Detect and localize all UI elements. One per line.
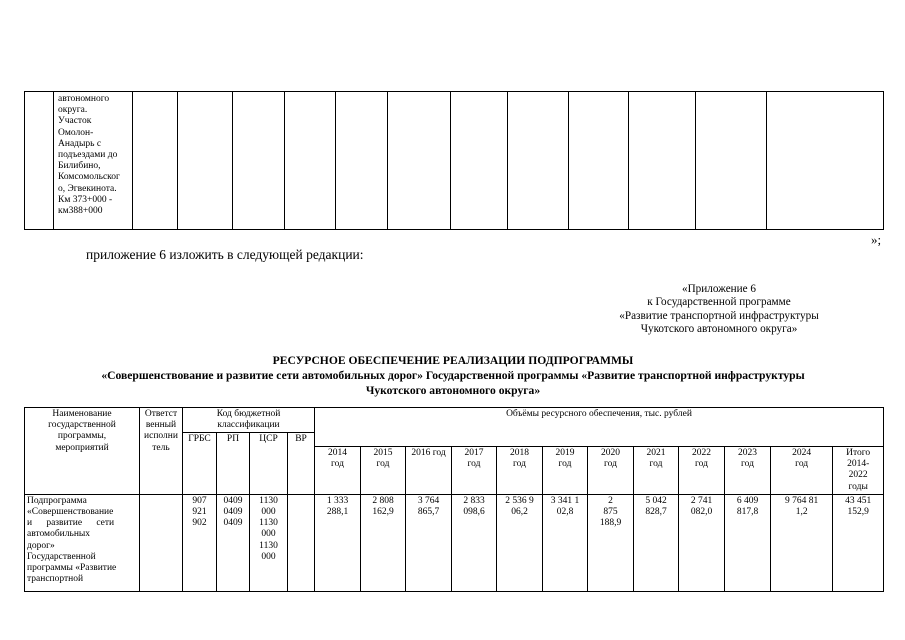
year-header: [679, 447, 725, 495]
text-line: 0409: [223, 507, 243, 518]
header-name: [25, 408, 140, 495]
object-description: [54, 92, 132, 217]
appendix-line: к Государственной программе: [647, 296, 791, 309]
text-line: 902: [192, 518, 207, 529]
text-line: Анадырь с: [58, 138, 102, 149]
text-line: округа.: [58, 105, 88, 116]
text-line: км388+000: [58, 206, 103, 217]
text-line: 000: [261, 529, 276, 540]
value-line: 082,0: [690, 507, 713, 518]
header-csr: ЦСР: [250, 433, 288, 494]
year-header: [315, 447, 361, 495]
value-cell: [634, 494, 679, 591]
table-row: [25, 92, 884, 230]
subprogram-name: [25, 494, 140, 591]
year-line: 2015: [373, 448, 393, 458]
text-line: Государственной: [27, 551, 96, 562]
value-line: 875: [603, 507, 618, 518]
value-line: 3 341 1: [550, 495, 580, 506]
responsible-cell: [140, 494, 183, 591]
value-line: 9 764 81: [785, 495, 819, 506]
year-header: [588, 447, 634, 495]
value-line: 2: [608, 495, 613, 506]
value-cell: [679, 494, 725, 591]
text-line: 000: [261, 551, 276, 562]
table-cell: [629, 92, 696, 230]
heading-subtitle: «Совершенствование и развитие сети автомобильных дорог» Государственной программы «Развитие транспортной инфраструктуры: [101, 369, 805, 382]
appendix-line: «Приложение 6: [681, 283, 757, 295]
heading-subtitle-end: Чукотского автономного округа»: [365, 384, 541, 397]
text-line: автомобильных: [27, 529, 91, 540]
text-line: о, Эгвекинота.: [58, 183, 117, 194]
text-line: 1130: [259, 540, 278, 551]
header-rp: РП: [217, 433, 250, 494]
table-cell: [569, 92, 629, 230]
closing-quote: »;: [871, 232, 882, 247]
value-line: 3 764: [417, 495, 440, 506]
grbs-cell: [183, 494, 217, 591]
value-line: 865,7: [417, 507, 440, 518]
appendix-line: Чукотского автономного округа»: [640, 322, 798, 335]
value-cell: [725, 494, 771, 591]
year-line: 2018: [510, 448, 529, 458]
value-line: 817,8: [736, 507, 759, 518]
year-header: [497, 447, 543, 495]
text-line: 1130: [259, 495, 278, 506]
year-line: 2019: [555, 448, 575, 458]
year-line: 2014-: [847, 459, 870, 470]
year-line: 2022: [848, 470, 868, 481]
table-row: [25, 494, 884, 591]
value-line: 188,9: [599, 518, 622, 529]
text-line: 907: [192, 495, 207, 506]
year-line: 2022: [692, 448, 711, 458]
appendix-caption: [560, 283, 878, 336]
header-line: классификации: [217, 420, 280, 431]
value-line: 152,9: [847, 507, 869, 518]
year-line: годы: [848, 481, 868, 492]
rp-cell: [217, 494, 250, 591]
vr-cell: [288, 494, 315, 591]
value-line: 162,9: [372, 507, 394, 518]
value-line: 43 451: [845, 495, 872, 506]
year-line: год: [331, 459, 344, 470]
text-line: программы «Развитие: [27, 563, 117, 574]
year-line: год: [558, 459, 572, 470]
continuation-table: [24, 91, 884, 230]
table-cell: [388, 92, 451, 230]
value-line: 02,8: [556, 507, 574, 518]
text-line: Подпрограмма: [27, 495, 87, 506]
table-cell: [508, 92, 569, 230]
year-line: 2020: [601, 448, 620, 458]
value-cell: [588, 494, 634, 591]
value-line: 1 333: [326, 495, 349, 506]
year-header: [771, 447, 833, 495]
text-line: и развитие сети: [27, 518, 115, 529]
table-cell: [133, 92, 178, 230]
value-line: 098,6: [463, 507, 485, 518]
table-cell: [767, 92, 884, 230]
year-line: 2014: [328, 448, 347, 458]
table-cell: [285, 92, 336, 230]
header-grbs: ГРБС: [183, 433, 217, 494]
table-cell: [25, 92, 54, 230]
year-header: [406, 447, 452, 495]
header-line: Наименование: [52, 409, 112, 419]
year-header: [361, 447, 406, 495]
year-header: [634, 447, 679, 495]
text-line: дорог»: [27, 540, 55, 551]
text-line: 921: [192, 507, 207, 518]
year-line: 2024: [792, 448, 812, 458]
value-line: 6 409: [736, 495, 759, 506]
value-line: 06,2: [511, 507, 528, 518]
year-line: год: [467, 459, 481, 470]
csr-cell: [250, 494, 288, 591]
header-line: Ответст: [144, 409, 178, 419]
year-line: год: [649, 459, 663, 470]
table-cell: [233, 92, 285, 230]
year-line: Итого: [846, 448, 871, 458]
value-cell: [497, 494, 543, 591]
header-line: тель: [152, 442, 170, 453]
text-line: Комсомольског: [58, 172, 120, 183]
text-line: подъездами до: [58, 150, 118, 161]
value-cell: [833, 494, 884, 591]
text-line: Км 373+000 -: [58, 194, 113, 205]
value-line: 828,7: [645, 507, 667, 518]
year-line: 2021: [646, 448, 666, 458]
appendix-line: «Развитие транспортной инфраструктуры: [619, 309, 819, 322]
table-cell: [336, 92, 388, 230]
value-cell: [543, 494, 588, 591]
year-header: [543, 447, 588, 495]
resource-table: [24, 407, 884, 592]
header-responsible: [140, 408, 183, 495]
header-line: венный: [145, 420, 177, 431]
table-cell: [178, 92, 233, 230]
text-line: 0409: [223, 518, 243, 529]
value-cell: [771, 494, 833, 591]
text-line: 0409: [223, 495, 243, 506]
text-line: автономного: [58, 94, 110, 104]
year-line: 2016 год: [411, 448, 446, 458]
heading-title: РЕСУРСНОЕ ОБЕСПЕЧЕНИЕ РЕАЛИЗАЦИИ ПОДПРОГРАММЫ: [272, 354, 634, 367]
year-line: год: [604, 459, 617, 470]
header-vr: ВР: [288, 433, 315, 494]
instruction-text: приложение 6 изложить в следующей редакции:: [86, 247, 364, 262]
year-line: 2023: [738, 448, 757, 458]
value-line: 5 042: [645, 495, 667, 506]
value-cell: [452, 494, 497, 591]
value-cell: [361, 494, 406, 591]
year-header: [833, 447, 884, 495]
value-line: 288,1: [326, 507, 349, 518]
year-line: год: [376, 459, 390, 470]
text-line: 000: [261, 507, 276, 518]
table-cell: [696, 92, 767, 230]
header-line: исполни: [144, 431, 178, 442]
value-line: 1,2: [795, 507, 808, 518]
value-line: 2 833: [463, 495, 485, 506]
year-line: год: [695, 459, 708, 470]
header-line: программы,: [57, 431, 107, 442]
value-cell: [315, 494, 361, 591]
table-cell: [451, 92, 508, 230]
header-line: мероприятий: [55, 442, 109, 453]
value-cell: [406, 494, 452, 591]
text-line: 1130: [259, 518, 278, 529]
text-line: «Совершенствование: [27, 507, 114, 518]
text-line: Билибино,: [58, 161, 101, 172]
text-line: Омолон-: [58, 127, 94, 138]
header-row: [25, 408, 884, 433]
value-line: 2 536 9: [505, 495, 534, 506]
year-header: [725, 447, 771, 495]
table-cell: [54, 92, 133, 230]
header-volumes: Объёмы ресурсного обеспечения, тыс. рублей: [315, 408, 884, 447]
year-line: год: [741, 459, 754, 470]
header-line: государственной: [48, 420, 116, 431]
header-line: Код бюджетной: [216, 409, 281, 419]
value-line: 2 741: [690, 495, 713, 506]
year-line: год: [795, 459, 809, 470]
text-line: Участок: [58, 116, 92, 127]
text-line: транспортной: [27, 574, 84, 585]
year-line: 2017: [464, 448, 484, 458]
year-line: год: [513, 459, 526, 470]
header-budget-code: [183, 408, 315, 433]
value-line: 2 808: [372, 495, 394, 506]
year-header: [452, 447, 497, 495]
